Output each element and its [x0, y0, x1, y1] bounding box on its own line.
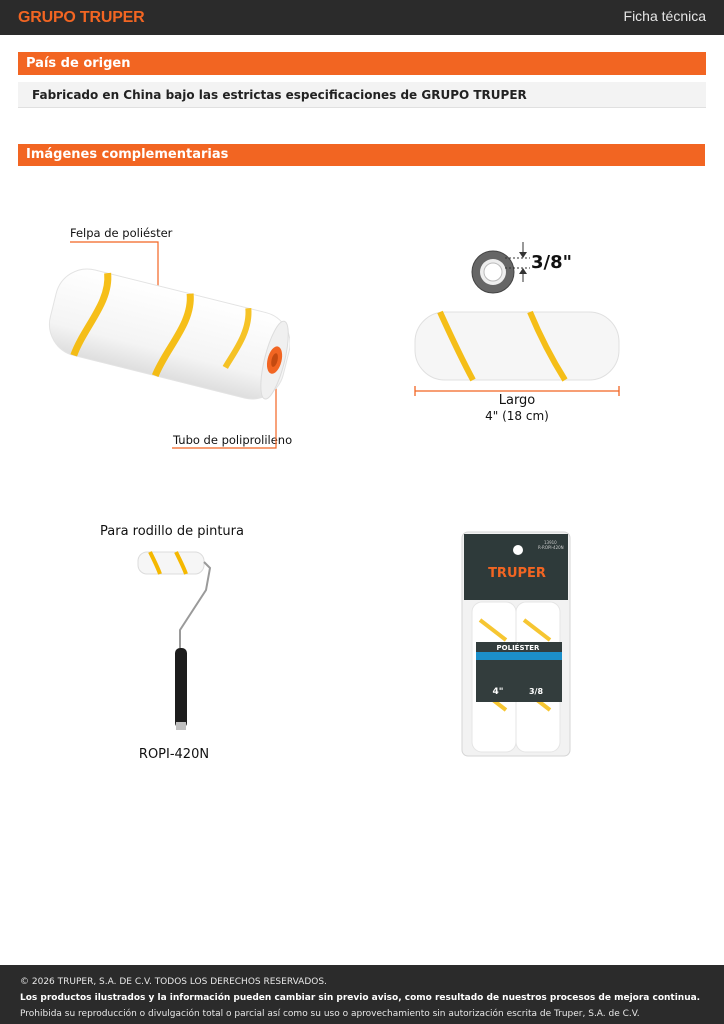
roller-cover-image	[40, 238, 293, 458]
nap-size-label: 3/8"	[531, 252, 573, 273]
footer-notice: Los productos ilustrados y la información pueden cambiar sin previo aviso, como resultado de nuestros procesos de mejora continua.	[20, 993, 701, 1003]
section-heading-origin: País de origen	[18, 52, 706, 75]
footer	[0, 965, 724, 1024]
package-nap: 3/8	[528, 687, 544, 696]
roller-dimensions-image	[405, 236, 630, 396]
callout-tube-label: Tubo de poliprolileno	[173, 433, 293, 447]
document-type-label: Ficha técnica	[623, 8, 706, 24]
package-model: R-ROPI-420N	[538, 545, 564, 550]
package-brand-logo: TRUPER	[488, 566, 546, 581]
for-roller-caption: Para rodillo de pintura	[100, 524, 244, 539]
brand-logo: GRUPO TRUPER	[18, 9, 145, 26]
callout-nap-label: Felpa de poliéster	[70, 226, 173, 240]
section-heading-images: Imágenes complementarias	[18, 144, 705, 166]
roller-handle-image	[132, 548, 222, 738]
package-code: 13910	[544, 540, 557, 545]
footer-prohibition: Prohibida su reproducción o divulgación total o parcial así como su uso o aprovechamiento sin autorización escrita de Truper, S.A. de C.V.	[20, 1009, 640, 1019]
header-bar	[0, 0, 724, 35]
footer-copyright: © 2026 TRUPER, S.A. DE C.V. TODOS LOS DERECHOS RESERVADOS.	[20, 977, 327, 987]
length-value: 4" (18 cm)	[485, 409, 549, 423]
length-label: Largo	[498, 393, 536, 408]
model-caption: ROPI-420N	[138, 747, 210, 762]
origin-text: Fabricado en China bajo las estrictas especificaciones de GRUPO TRUPER	[18, 82, 706, 108]
package-size: 4"	[492, 687, 504, 697]
package-material: POLIÉSTER	[496, 644, 540, 652]
product-package-image	[460, 530, 575, 762]
